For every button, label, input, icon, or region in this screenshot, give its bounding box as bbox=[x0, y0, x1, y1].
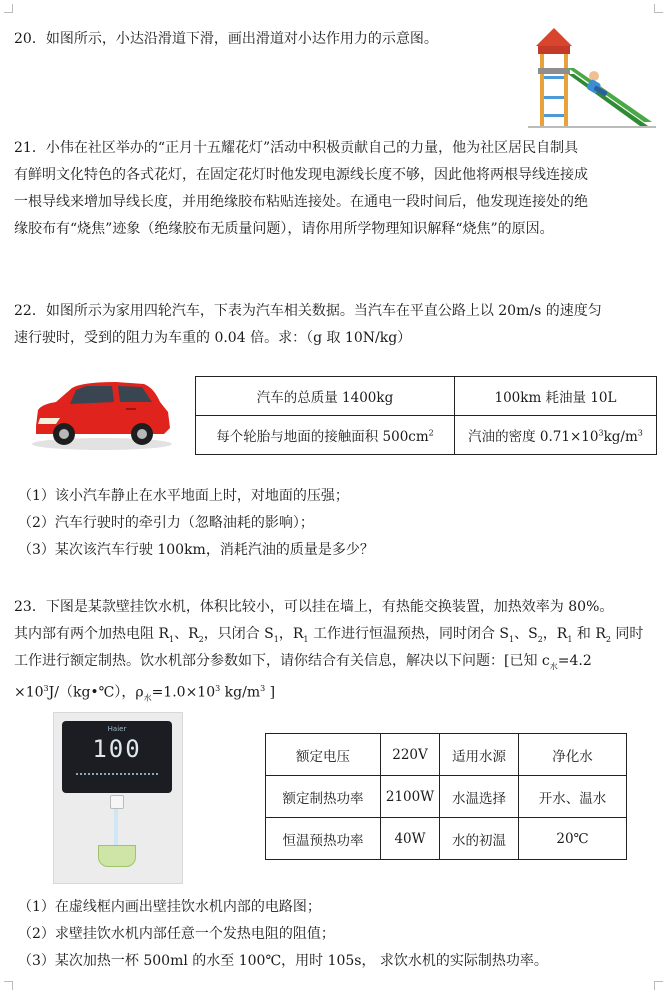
q23-sub: 水 bbox=[143, 693, 152, 703]
tire-area-sup: 2 bbox=[428, 428, 434, 438]
table-cell: 适用水源 bbox=[440, 734, 519, 776]
table-cell: 水的初温 bbox=[440, 818, 519, 860]
q23-sub: 2 bbox=[198, 634, 204, 644]
corner-mark bbox=[4, 981, 13, 990]
q23-text: 工作进行额定制热。饮水机部分参数如下，请你结合有关信息，解决以下问题：[已知 c bbox=[14, 653, 550, 669]
question-21-line: 缘胶布有“烧焦”迹象（绝缘胶布无质量问题），请你用所学物理知识解释“烧焦”的原因。 bbox=[14, 221, 554, 237]
q23-text: J/（kg•℃），ρ bbox=[48, 684, 144, 701]
table-cell: 220V bbox=[381, 734, 440, 776]
q23-text: ×10 bbox=[14, 684, 44, 701]
q23-text: 、R bbox=[174, 626, 199, 642]
corner-mark bbox=[654, 981, 663, 990]
dispenser-spout bbox=[110, 795, 124, 809]
table-cell: 净化水 bbox=[519, 734, 627, 776]
q23-sub: 1 bbox=[509, 634, 515, 644]
q23-text: ，R bbox=[278, 626, 304, 642]
q23-text: 工作进行恒温预热，同时闭合 S bbox=[308, 626, 510, 642]
q23-sub: 2 bbox=[605, 634, 611, 644]
question-23-line bbox=[14, 675, 654, 712]
table-cell: 40W bbox=[381, 818, 440, 860]
q23-sup: 3 bbox=[43, 684, 49, 693]
question-21-line: 一根导线来增加导线长度，并用绝缘胶布粘贴连接处。在通电一段时间后，他发现连接处的绝 bbox=[14, 194, 588, 210]
question-22-sub: （2）汽车行驶时的牵引力（忽略油耗的影响）； bbox=[18, 515, 314, 531]
q23-sub: 1 bbox=[169, 634, 175, 644]
fuel-density-unit: kg/m bbox=[603, 429, 638, 445]
table-cell: 2100W bbox=[381, 776, 440, 818]
fuel-density-sup: 3 bbox=[598, 428, 604, 438]
q23-text: 同时 bbox=[610, 626, 644, 642]
q23-text: 其内部有两个加热电阻 R bbox=[14, 626, 169, 642]
q23-text: ，R bbox=[542, 626, 568, 642]
question-20-text: 20．如图所示，小达沿滑道下滑，画出滑道对小达作用力的示意图。 bbox=[14, 31, 438, 47]
table-cell: 恒温预热功率 bbox=[266, 818, 381, 860]
q23-sup: 3 bbox=[215, 684, 221, 693]
table-cell: 水温选择 bbox=[440, 776, 519, 818]
q23-sub: 1 bbox=[303, 634, 309, 644]
car-data-table bbox=[195, 376, 657, 455]
question-22-sub: （3）某次该汽车行驶 100km，消耗汽油的质量是多少？ bbox=[18, 542, 374, 558]
q23-sup: 3 bbox=[260, 684, 266, 693]
dispenser-buttons bbox=[76, 773, 158, 781]
table-cell: 额定电压 bbox=[266, 734, 381, 776]
cup bbox=[98, 845, 136, 867]
question-21-line: 有鲜明文化特色的各式花灯，在固定花灯时他发现电源线长度不够，因此他将两根导线连接成 bbox=[14, 167, 588, 183]
q23-text: =4.2 bbox=[557, 653, 592, 669]
q23-sub: 1 bbox=[273, 634, 279, 644]
table-cell: 额定制热功率 bbox=[266, 776, 381, 818]
water-dispenser-illustration bbox=[53, 712, 183, 884]
dispenser-brand: Haier bbox=[107, 725, 127, 733]
water-stream bbox=[114, 809, 118, 845]
q23-text: 和 R bbox=[572, 626, 606, 642]
corner-mark bbox=[4, 4, 13, 13]
question-22-line: 22．如图所示为家用四轮汽车，下表为汽车相关数据。当汽车在平直公路上以 20m/s 的速度匀 bbox=[14, 303, 602, 319]
question-23-sub: （1）在虚线框内画出壁挂饮水机内部的电路图； bbox=[18, 899, 321, 915]
question-22-sub: （1）该小汽车静止在水平地面上时，对地面的压强； bbox=[18, 488, 349, 504]
fuel-consumption-cell: 100km 耗油量 10L bbox=[455, 377, 657, 416]
fuel-density-text: 汽油的密度 0.71×10 bbox=[468, 429, 599, 445]
fuel-density-cell bbox=[455, 416, 657, 455]
question-21-line: 21．小伟在社区举办的“正月十五耀花灯”活动中积极贡献自己的力量，他为社区居民自制具 bbox=[14, 140, 579, 156]
tire-area-text: 每个轮胎与地面的接触面积 500cm bbox=[216, 429, 429, 445]
dispenser-display: 100 bbox=[92, 735, 142, 763]
fuel-density-unit-sup: 3 bbox=[637, 428, 643, 438]
q23-text: ] bbox=[265, 684, 276, 701]
q23-text: ，只闭合 S bbox=[203, 626, 274, 642]
question-23-line: 23．下图是某款壁挂饮水机，体积比较小，可以挂在墙上，有热能交换装置，加热效率为 80%。 bbox=[14, 599, 614, 615]
dispenser-panel bbox=[62, 721, 172, 793]
q23-text: 、S bbox=[514, 626, 538, 642]
table-cell: 20℃ bbox=[519, 818, 627, 860]
corner-mark bbox=[654, 4, 663, 13]
question-23-sub: （3）某次加热一杯 500ml 的水至 100℃，用时 105s， 求饮水机的实际制热功率。 bbox=[18, 953, 548, 969]
question-22-line: 速行驶时，受到的阻力为车重的 0.04 倍。求：（g 取 10N/kg） bbox=[14, 330, 412, 346]
table-cell: 开水、温水 bbox=[519, 776, 627, 818]
q23-sub: 水 bbox=[549, 661, 558, 671]
car-illustration bbox=[26, 374, 176, 452]
q23-sub: 2 bbox=[537, 634, 543, 644]
q23-sub: 1 bbox=[567, 634, 573, 644]
tire-area-cell bbox=[196, 416, 455, 455]
q23-text: kg/m bbox=[220, 684, 261, 701]
slide-illustration bbox=[528, 24, 656, 130]
car-mass-cell: 汽车的总质量 1400kg bbox=[196, 377, 455, 416]
question-23-sub: （2）求壁挂饮水机内部任意一个发热电阻的阻值； bbox=[18, 926, 335, 942]
q23-text: =1.0×10 bbox=[151, 684, 216, 701]
dispenser-data-table bbox=[265, 733, 627, 860]
